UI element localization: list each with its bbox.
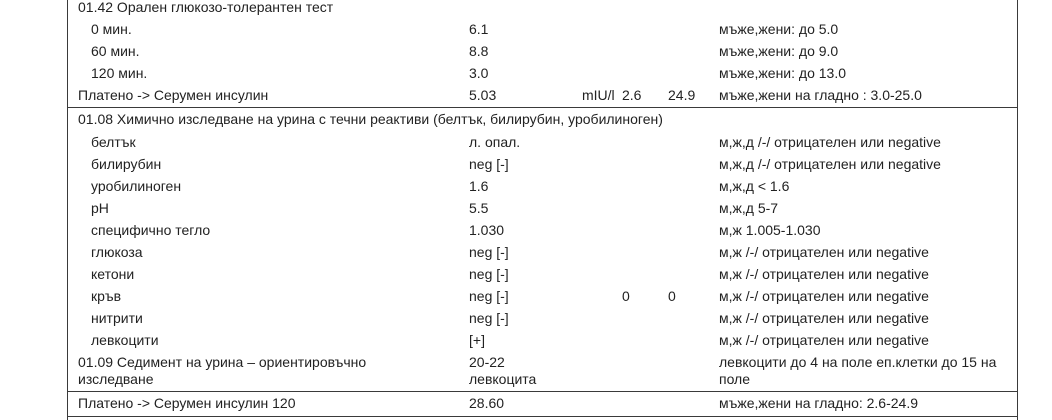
table-row — [0, 307, 1052, 329]
test-value: 1.6 — [469, 178, 489, 194]
range-low: 0 — [622, 288, 630, 304]
test-name: нитрити — [91, 310, 143, 326]
range-high: 0 — [668, 288, 676, 304]
section-title: 01.08 Химично изследване на урина с течни реактиви (белтък, билирубин, уробилиноген) — [78, 111, 663, 127]
test-name: Платено -> Серумен инсулин — [78, 87, 269, 103]
test-value: 3.0 — [469, 65, 489, 81]
reference-range: м,ж /-/ отрицателен или negative — [719, 332, 929, 348]
test-value: 5.5 — [469, 200, 489, 216]
test-name: кръв — [91, 288, 122, 304]
test-unit: mIU/l — [582, 87, 615, 103]
reference-range: мъже,жени на гладно: 2.6-24.9 — [719, 395, 919, 411]
section-title-ogtt — [0, 0, 1052, 18]
table-row — [0, 197, 1052, 219]
test-name: белтък — [91, 134, 136, 150]
test-value: 5.03 — [469, 87, 497, 103]
table-row — [0, 263, 1052, 285]
test-value: 20-22 левкоцита — [469, 354, 537, 387]
test-name: 01.09 Седимент на урина – ориентировъчно изследване — [78, 354, 367, 387]
reference-range: м,ж /-/ отрицателен или negative — [719, 244, 929, 260]
reference-range: м,ж,д 5-7 — [719, 200, 779, 216]
table-row-paid-insulin — [0, 84, 1052, 106]
table-row — [0, 329, 1052, 351]
test-name: специфично тегло — [91, 222, 211, 238]
reference-range: м,ж /-/ отрицателен или negative — [719, 310, 929, 326]
range-high: 24.9 — [668, 87, 696, 103]
reference-range: м,ж,д < 1.6 — [719, 178, 790, 194]
section-title: 01.42 Орален глюкозо-толерантен тест — [78, 0, 334, 15]
table-row — [0, 153, 1052, 175]
table-border-bottom — [67, 416, 1018, 417]
test-value: neg [-] — [469, 244, 509, 260]
table-row — [0, 131, 1052, 153]
table-row — [0, 219, 1052, 241]
test-value: л. опал. — [469, 134, 521, 150]
test-value: neg [-] — [469, 266, 509, 282]
reference-range: мъже,жени: до 13.0 — [719, 65, 846, 81]
table-row — [0, 62, 1052, 84]
test-value: [+] — [469, 332, 485, 348]
test-name: левкоцити — [91, 332, 159, 348]
test-value: neg [-] — [469, 288, 509, 304]
section-title-urine — [0, 108, 1052, 130]
reference-range: м,ж,д /-/ отрицателен или negative — [719, 156, 941, 172]
test-name: pH — [91, 200, 109, 216]
reference-range: м,ж /-/ отрицателен или negative — [719, 288, 929, 304]
range-low: 2.6 — [622, 87, 642, 103]
test-name: 120 мин. — [91, 65, 148, 81]
table-row-sediment — [0, 352, 1052, 390]
reference-range: м,ж /-/ отрицателен или negative — [719, 266, 929, 282]
table-row — [0, 40, 1052, 62]
test-name: 60 мин. — [91, 43, 140, 59]
table-row — [0, 18, 1052, 40]
reference-range: м,ж,д /-/ отрицателен или negative — [719, 134, 941, 150]
test-name: кетони — [91, 266, 135, 282]
test-value: 28.60 — [469, 395, 505, 411]
test-name: Платено -> Серумен инсулин 120 — [78, 395, 296, 411]
table-row-paid-insulin-120 — [0, 392, 1052, 414]
reference-range: м,ж 1.005-1.030 — [719, 222, 821, 238]
reference-range: мъже,жени на гладно : 3.0-25.0 — [719, 87, 922, 103]
test-name: уробилиноген — [91, 178, 182, 194]
test-value: 1.030 — [469, 222, 505, 238]
test-name: билирубин — [91, 156, 162, 172]
test-value: 8.8 — [469, 43, 489, 59]
test-name: глюкоза — [91, 244, 143, 260]
test-value: neg [-] — [469, 310, 509, 326]
table-row — [0, 241, 1052, 263]
table-row — [0, 175, 1052, 197]
table-row — [0, 285, 1052, 307]
test-value: neg [-] — [469, 156, 509, 172]
reference-range: левкоцити до 4 на поле еп.клетки до 15 на поле — [719, 354, 997, 387]
reference-range: мъже,жени: до 9.0 — [719, 43, 839, 59]
test-value: 6.1 — [469, 21, 489, 37]
reference-range: мъже,жени: до 5.0 — [719, 21, 839, 37]
test-name: 0 мин. — [91, 21, 132, 37]
